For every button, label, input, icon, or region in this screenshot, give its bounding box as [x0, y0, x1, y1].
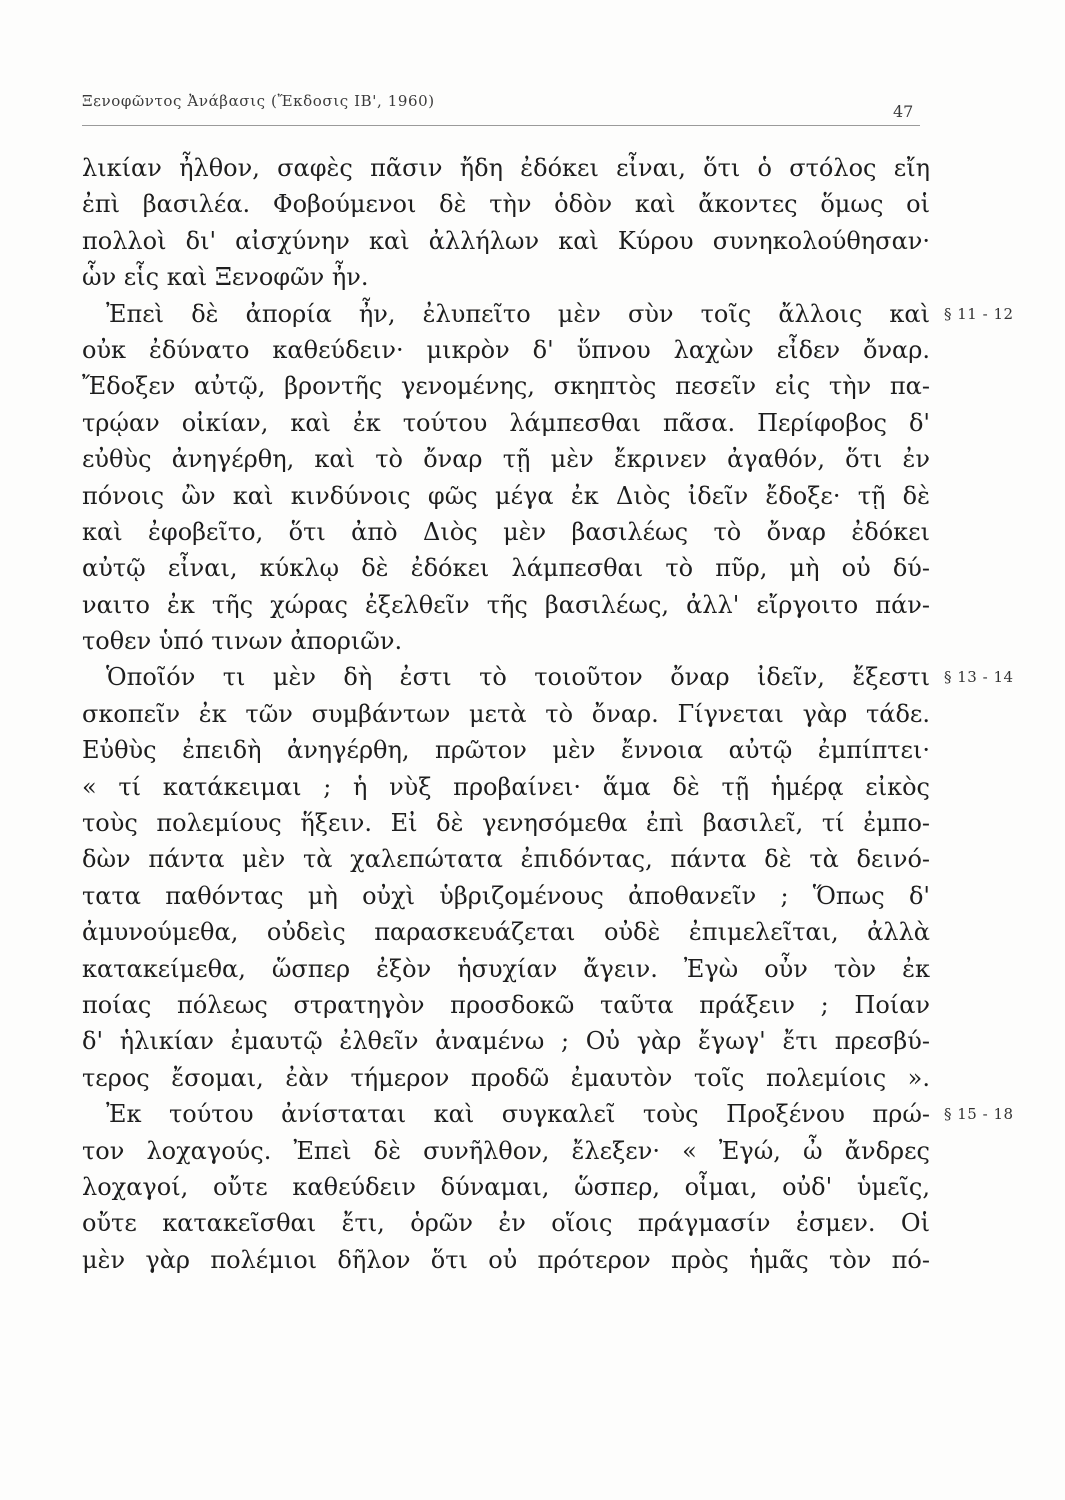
text-line-content: δ' ἡλικίαν ἐμαυτῷ ἐλθεῖν ἀναμένω ; Οὐ γὰρ ἔγωγ' ἔτι πρεσβύ- — [82, 1027, 930, 1056]
text-line-content: Εὐθὺς ἐπειδὴ ἀνηγέρθη, πρῶτον μὲν ἔννοια αὐτῷ ἐμπίπτει· — [82, 736, 930, 765]
text-line-content: τοθεν ὑπό τινων ἀποριῶν. — [82, 627, 403, 656]
text-line-content: Ἐπεὶ δὲ ἀπορία ἦν, ἐλυπεῖτο μὲν σὺν τοῖς ἄλλοις καὶ — [106, 299, 930, 328]
text-line-content: τοὺς πολεμίους ἥξειν. Εἰ δὲ γενησόμεθα ἐπὶ βασιλεῖ, τί ἐμπο- — [82, 809, 930, 838]
text-line-content: σκοπεῖν ἐκ τῶν συμβάντων μετὰ τὸ ὄναρ. Γίγνεται γὰρ τάδε. — [82, 699, 930, 728]
text-line — [82, 769, 932, 805]
text-line — [82, 878, 932, 914]
margin-section-reference: § 11 - 12 — [944, 304, 1014, 323]
text-line — [82, 150, 932, 186]
text-line-content: ναιτο ἐκ τῆς χώρας ἐξελθεῖν τῆς βασιλέως, ἀλλ' εἴργοιτο πάν- — [82, 590, 930, 619]
text-line-content: μὲν γὰρ πολέμιοι δῆλον ὅτι οὐ πρότερον πρὸς ἡμᾶς τὸν πό- — [82, 1245, 930, 1274]
text-line — [82, 405, 932, 441]
text-line — [82, 368, 932, 404]
text-line — [82, 623, 932, 659]
text-line — [82, 1169, 932, 1205]
text-line-content: πόνοις ὢν καὶ κινδύνοις φῶς μέγα ἐκ Διὸς ἰδεῖν ἔδοξε· τῇ δὲ — [82, 481, 930, 510]
text-line — [82, 914, 932, 950]
text-line — [82, 186, 932, 222]
text-line-content: λικίαν ἦλθον, σαφὲς πᾶσιν ἤδη ἐδόκει εἶναι, ὅτι ὁ στόλος εἴη — [82, 154, 930, 182]
text-line — [82, 987, 932, 1023]
text-line — [82, 696, 932, 732]
text-line-content: πολλοὶ δι' αἰσχύνην καὶ ἀλλήλων καὶ Κύρου συνηκολούθησαν· — [82, 226, 930, 255]
text-line — [82, 587, 932, 623]
text-line — [82, 1023, 932, 1059]
text-line-content: λοχαγοί, οὔτε καθεύδειν δύναμαι, ὥσπερ, οἶμαι, οὐδ' ὑμεῖς, — [82, 1172, 930, 1201]
text-line — [82, 296, 1014, 332]
text-line-content: τερος ἔσομαι, ἐὰν τήμερον προδῶ ἐμαυτὸν τοῖς πολεμίοις ». — [82, 1063, 930, 1092]
text-line — [82, 223, 932, 259]
text-line-content: τον λοχαγούς. Ἐπεὶ δὲ συνῆλθον, ἔλεξεν· « Ἐγώ, ὦ ἄνδρες — [82, 1136, 930, 1165]
margin-section-reference: § 15 - 18 — [944, 1105, 1014, 1124]
text-line-content: τατα παθόντας μὴ οὐχὶ ὑβριζομένους ἀποθανεῖν ; Ὅπως δ' — [82, 881, 930, 910]
running-head-title: Ξενοφῶντος Ἀνάβασις (Ἔκδοσις ΙΒ', 1960) — [82, 92, 435, 110]
text-line — [82, 659, 1014, 695]
text-line-content: τρῴαν οἰκίαν, καὶ ἐκ τούτου λάμπεσθαι πᾶσα. Περίφοβος δ' — [82, 408, 930, 437]
text-line — [82, 1096, 1014, 1132]
text-line — [82, 1242, 932, 1278]
text-line — [82, 478, 932, 514]
text-line-content: Ἔδοξεν αὐτῷ, βροντῆς γενομένης, σκηπτὸς πεσεῖν εἰς τὴν πα- — [82, 372, 930, 401]
text-line — [82, 332, 932, 368]
text-line — [82, 951, 932, 987]
text-line-content: οὐκ ἐδύνατο καθεύδειν· μικρὸν δ' ὕπνου λαχὼν εἶδεν ὄναρ. — [82, 335, 930, 364]
text-line — [82, 1133, 932, 1169]
text-line — [82, 732, 932, 768]
text-line-content: Ὁποῖόν τι μὲν δὴ ἐστι τὸ τοιοῦτον ὄναρ ἰδεῖν, ἔξεστι — [106, 663, 930, 692]
text-line — [82, 259, 932, 295]
text-line — [82, 841, 932, 877]
text-line — [82, 514, 932, 550]
text-line — [82, 441, 932, 477]
text-line-content: ἀμυνούμεθα, οὐδεὶς παρασκευάζεται οὐδὲ ἐπιμελεῖται, ἀλλὰ — [82, 918, 930, 947]
text-line-content: ὧν εἷς καὶ Ξενοφῶν ἦν. — [82, 263, 369, 292]
header-rule — [82, 125, 920, 126]
text-line-content: ἐπὶ βασιλέα. Φοβούμενοι δὲ τὴν ὁδὸν καὶ ἄκοντες ὅμως οἱ — [82, 190, 930, 219]
margin-section-reference: § 13 - 14 — [944, 668, 1014, 687]
text-line-content: ποίας πόλεως στρατηγὸν προσδοκῶ ταῦτα πράξειν ; Ποίαν — [82, 990, 930, 1019]
text-line — [82, 1205, 932, 1241]
text-line-content: « τί κατάκειμαι ; ἡ νὺξ προβαίνει· ἅμα δὲ τῇ ἡμέρᾳ εἰκὸς — [82, 772, 930, 801]
text-line-content: αὐτῷ εἶναι, κύκλῳ δὲ ἐδόκει λάμπεσθαι τὸ πῦρ, μὴ οὐ δύ- — [82, 554, 930, 583]
text-line — [82, 805, 932, 841]
body-text — [82, 150, 1014, 1278]
text-line — [82, 1060, 932, 1096]
text-line — [82, 550, 932, 586]
text-line-content: κατακείμεθα, ὥσπερ ἐξὸν ἡσυχίαν ἄγειν. Ἐγὼ οὖν τὸν ἐκ — [82, 954, 930, 983]
text-line-content: καὶ ἐφοβεῖτο, ὅτι ἀπὸ Διὸς μὲν βασιλέως τὸ ὄναρ ἐδόκει — [82, 517, 930, 546]
page-number: 47 — [893, 102, 914, 121]
text-line-content: εὐθὺς ἀνηγέρθη, καὶ τὸ ὄναρ τῇ μὲν ἔκρινεν ἀγαθόν, ὅτι ἐν — [82, 445, 930, 474]
text-line-content: δὼν πάντα μὲν τὰ χαλεπώτατα ἐπιδόντας, πάντα δὲ τὰ δεινό- — [82, 845, 930, 874]
text-line-content: οὔτε κατακεῖσθαι ἔτι, ὁρῶν ἐν οἵοις πράγμασίν ἐσμεν. Οἱ — [82, 1209, 930, 1238]
text-line-content: Ἐκ τούτου ἀνίσταται καὶ συγκαλεῖ τοὺς Προξένου πρώ- — [106, 1100, 930, 1129]
